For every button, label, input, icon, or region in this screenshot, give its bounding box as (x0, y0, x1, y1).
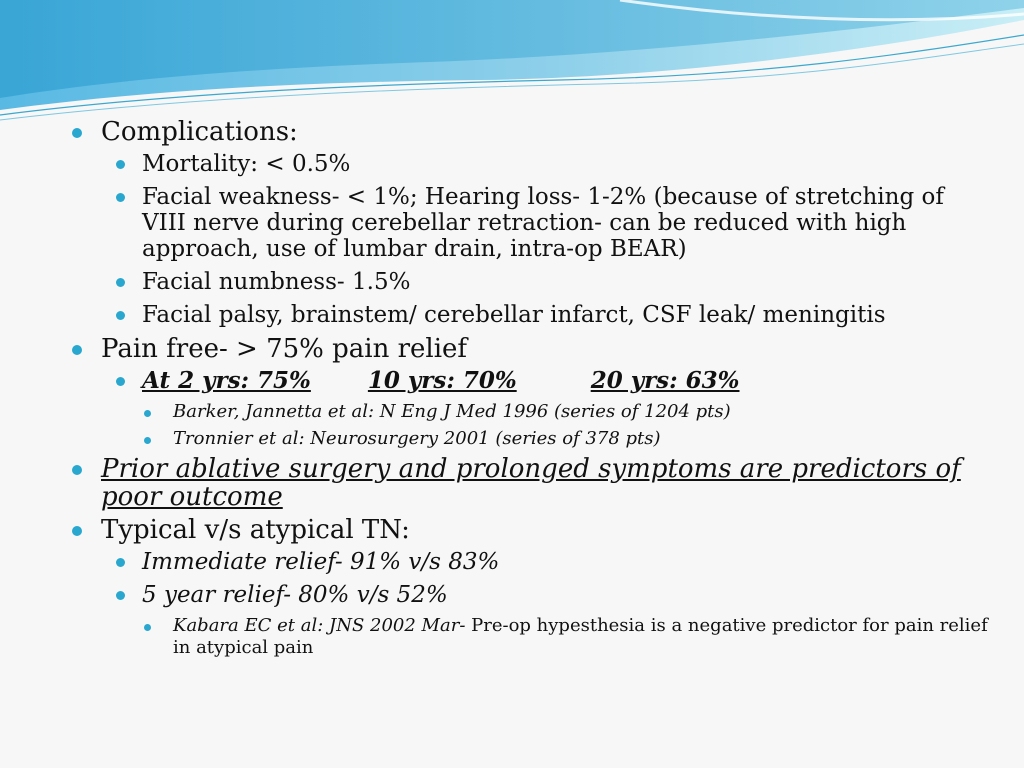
bullet-relief-rates (70, 368, 990, 394)
bullet-facial-numbness: Facial numbness- 1.5% (70, 269, 990, 295)
reference-barker: Barker, Jannetta et al: N Eng J Med 1996 (series of 1204 pts) (70, 401, 990, 423)
bullet-five-year-relief: 5 year relief- 80% v/s 52% (70, 582, 990, 608)
relief-10-yrs: 10 yrs: 70% (367, 367, 517, 394)
bullet-immediate-relief: Immediate relief- 91% v/s 83% (70, 549, 990, 575)
reference-kabara (70, 615, 990, 659)
bullet-pain-free: Pain free- > 75% pain relief (70, 335, 990, 363)
bullet-facial-palsy: Facial palsy, brainstem/ cerebellar infarct, CSF leak/ meningitis (70, 302, 990, 328)
relief-2-yrs: At 2 yrs: 75% (142, 367, 311, 394)
header-wave-decoration (0, 0, 1024, 130)
kabara-finding: Pre-op hypesthesia is a negative predictor for pain relief in atypical pain (173, 615, 988, 658)
slide-content (70, 118, 990, 664)
relief-20-yrs: 20 yrs: 63% (590, 367, 740, 394)
bullet-mortality: Mortality: < 0.5% (70, 151, 990, 177)
kabara-citation: Kabara EC et al: JNS 2002 Mar- (173, 615, 466, 636)
reference-tronnier: Tronnier et al: Neurosurgery 2001 (series of 378 pts) (70, 428, 990, 450)
bullet-facial-weakness: Facial weakness- < 1%; Hearing loss- 1-2% (because of stretching of VIII nerve during cerebellar retraction- can be reduced with high approach, use of lumbar drain, intra-op BEAR) (70, 184, 990, 262)
bullet-typical-atypical: Typical v/s atypical TN: (70, 516, 990, 544)
bullet-complications: Complications: (70, 118, 990, 146)
bullet-prior-ablative: Prior ablative surgery and prolonged symptoms are predictors of poor outcome (70, 455, 990, 511)
